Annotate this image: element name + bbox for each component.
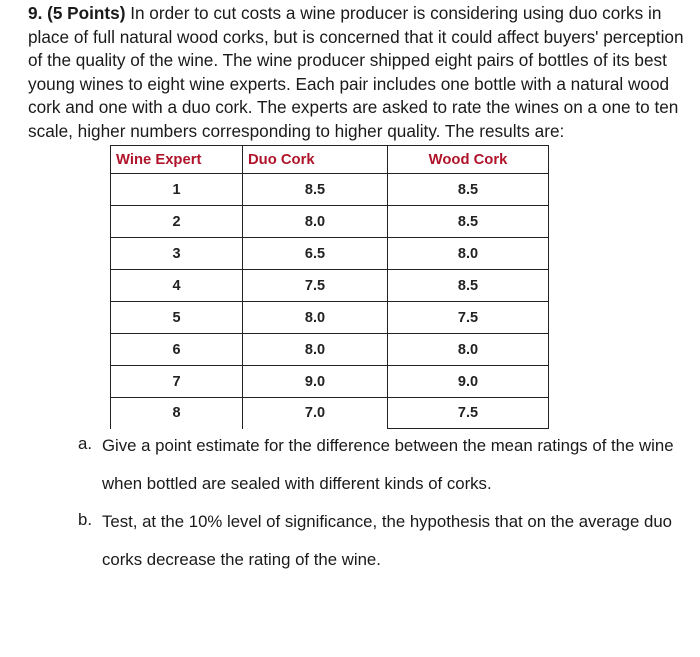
header-duo-cork: Duo Cork [243,146,388,174]
cell-duo: 8.0 [243,334,388,366]
question-line-1 [28,2,700,26]
header-wood-cork: Wood Cork [388,146,549,174]
part-b-marker: b. [78,510,92,529]
cell-duo: 7.0 [243,398,388,429]
question-line-text: In order to cut costs a wine producer is considering using duo corks in [130,3,662,23]
cell-wood: 8.5 [388,270,549,302]
cell-expert: 4 [111,270,243,302]
cell-duo: 8.0 [243,206,388,238]
question-points: . (5 Points) [37,3,126,23]
table-row [111,270,549,302]
cell-wood: 8.5 [388,206,549,238]
cell-wood: 8.5 [388,174,549,206]
table-row [111,174,549,206]
table-row [111,302,549,334]
table-row [111,206,549,238]
ratings-table [110,145,549,429]
cell-duo: 8.5 [243,174,388,206]
cell-expert: 6 [111,334,243,366]
cell-expert: 3 [111,238,243,270]
part-a-line-1: Give a point estimate for the difference between the mean ratings of the wine [102,436,674,455]
part-a-line-2: when bottled are sealed with different kinds of corks. [102,474,492,493]
cell-expert: 2 [111,206,243,238]
question-number: 9 [28,3,38,23]
cell-duo: 8.0 [243,302,388,334]
cell-duo: 6.5 [243,238,388,270]
part-b-line-2: corks decrease the rating of the wine. [102,550,381,569]
table-row [111,366,549,398]
question-text [28,2,700,144]
cell-expert: 7 [111,366,243,398]
question-line-6: scale, higher numbers corresponding to higher quality. The results are: [28,120,565,141]
table-row [111,238,549,270]
part-b-line-1: Test, at the 10% level of significance, the hypothesis that on the average duo [102,512,672,531]
cell-wood: 7.5 [388,398,549,429]
part-a [78,434,700,510]
cell-wood: 8.0 [388,238,549,270]
question-line-4: young wines to eight wine experts. Each pair includes one bottle with a natural wood [28,73,670,94]
cell-duo: 7.5 [243,270,388,302]
cell-wood: 7.5 [388,302,549,334]
table-row [111,398,549,429]
cell-expert: 1 [111,174,243,206]
header-wine-expert: Wine Expert [111,146,243,174]
cell-wood: 8.0 [388,334,549,366]
cell-expert: 8 [111,398,243,429]
question-line-2: place of full natural wood corks, but is concerned that it could affect buyers' perception [28,26,684,47]
part-b [78,510,700,586]
cell-expert: 5 [111,302,243,334]
table-header-row [111,146,549,174]
part-a-marker: a. [78,434,92,453]
table-row [111,334,549,366]
cell-duo: 9.0 [243,366,388,398]
question-parts [78,434,700,586]
question-line-3: of the quality of the wine. The wine producer shipped eight pairs of bottles of its best [28,50,667,71]
cell-wood: 9.0 [388,366,549,398]
question-line-5: cork and one with a duo cork. The experts are asked to rate the wines on a one to ten [28,97,679,118]
